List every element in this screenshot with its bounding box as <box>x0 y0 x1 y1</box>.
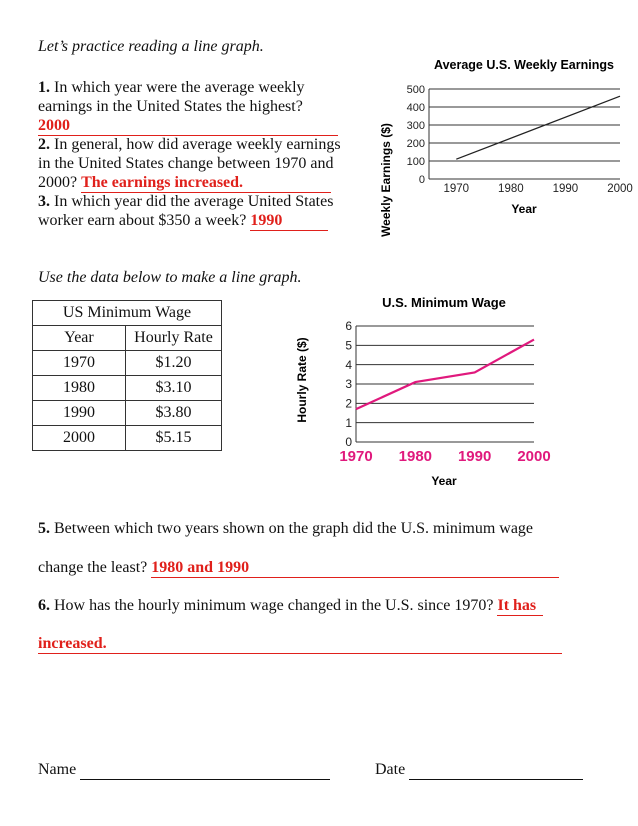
x-axis-label: Year <box>431 474 457 488</box>
question-text: In which year did the average United States worker earn about $350 a week? <box>38 193 334 229</box>
minimum-wage-table <box>32 300 222 451</box>
answer-blank[interactable] <box>38 634 562 654</box>
y-tick-label: 2 <box>345 396 352 411</box>
date-label: Date <box>375 761 406 778</box>
question-1 <box>38 78 348 136</box>
column-header-rate: Hourly Rate <box>126 326 222 351</box>
x-tick-label: 2000 <box>517 448 551 465</box>
x-tick-label: 1970 <box>339 448 373 465</box>
question-number: 5. <box>38 520 50 537</box>
x-tick-label: 1980 <box>398 448 433 465</box>
answer-text: It has <box>497 597 537 614</box>
question-text: In general, how did average weekly earnings in the United States change between 1970 and 2000? <box>38 136 341 191</box>
y-tick-label: 5 <box>345 338 352 353</box>
answer-blank[interactable] <box>38 116 338 136</box>
y-axis-label: Weekly Earnings ($) <box>379 123 393 237</box>
table-cell: 1990 <box>33 401 126 426</box>
question-6-line-2 <box>38 634 608 654</box>
date-field <box>375 760 583 780</box>
name-label: Name <box>38 761 77 778</box>
answer-blank[interactable] <box>151 558 559 578</box>
name-blank[interactable] <box>80 760 330 780</box>
question-number: 1. <box>38 79 50 96</box>
y-tick-label: 1 <box>345 415 352 430</box>
x-axis-label: Year <box>511 202 537 216</box>
answer-blank[interactable] <box>81 173 331 193</box>
table-row <box>33 426 222 451</box>
question-text: How has the hourly minimum wage changed in the U.S. since 1970? <box>54 597 494 614</box>
answer-text: 2000 <box>38 117 70 134</box>
answer-text: 1990 <box>250 212 283 229</box>
answer-blank[interactable] <box>250 211 328 231</box>
table-title: US Minimum Wage <box>33 301 222 326</box>
table-cell: $5.15 <box>126 426 222 451</box>
table-cell: 2000 <box>33 426 126 451</box>
table-cell: $3.80 <box>126 401 222 426</box>
table-cell: 1980 <box>33 376 126 401</box>
question-number: 3. <box>38 193 50 210</box>
chart-title: Average U.S. Weekly Earnings <box>434 58 614 72</box>
question-2 <box>38 135 348 193</box>
name-field <box>38 760 330 780</box>
y-tick-label: 200 <box>406 137 425 150</box>
table-row <box>33 351 222 376</box>
wage-series-line <box>356 340 534 410</box>
y-tick-label: 100 <box>406 155 425 168</box>
question-number: 6. <box>38 597 50 614</box>
answer-blank[interactable] <box>497 596 543 616</box>
table-cell: $3.10 <box>126 376 222 401</box>
question-text: change the least? <box>38 559 148 576</box>
answer-text: increased. <box>38 635 107 652</box>
table-row <box>33 376 222 401</box>
table-row <box>33 401 222 426</box>
weekly-earnings-chart <box>372 52 633 237</box>
chart-title: U.S. Minimum Wage <box>382 295 506 310</box>
earnings-series-line <box>456 96 620 159</box>
y-tick-label: 0 <box>345 435 352 450</box>
question-6 <box>38 596 608 616</box>
intro-heading: Let’s practice reading a line graph. <box>38 38 264 55</box>
x-tick-label: 1990 <box>457 448 492 465</box>
instruction-heading: Use the data below to make a line graph. <box>38 269 302 286</box>
y-tick-label: 300 <box>406 119 425 132</box>
question-text: Between which two years shown on the graph did the U.S. minimum wage <box>54 520 534 537</box>
column-header-year: Year <box>33 326 126 351</box>
question-3 <box>38 192 358 231</box>
question-number: 2. <box>38 136 50 153</box>
y-tick-label: 3 <box>345 377 352 392</box>
answer-text: 1980 and 1990 <box>151 559 250 576</box>
y-tick-label: 6 <box>345 319 352 334</box>
x-tick-label: 2000 <box>607 183 633 195</box>
question-5-line-2 <box>38 558 598 578</box>
question-text: In which year were the average weekly earnings in the United States the highest? <box>38 79 305 115</box>
table-cell: 1970 <box>33 351 126 376</box>
y-tick-label: 400 <box>406 101 425 114</box>
answer-text: The earnings increased. <box>81 174 244 191</box>
x-tick-label: 1970 <box>443 183 470 195</box>
question-5 <box>38 519 598 538</box>
y-tick-label: 4 <box>345 357 352 372</box>
x-tick-label: 1980 <box>498 183 524 195</box>
minimum-wage-chart <box>290 290 560 490</box>
date-blank[interactable] <box>409 760 583 780</box>
y-axis-label: Hourly Rate ($) <box>295 337 309 423</box>
y-tick-label: 0 <box>418 173 425 186</box>
y-tick-label: 500 <box>406 83 425 96</box>
table-cell: $1.20 <box>126 351 222 376</box>
x-tick-label: 1990 <box>552 183 579 195</box>
